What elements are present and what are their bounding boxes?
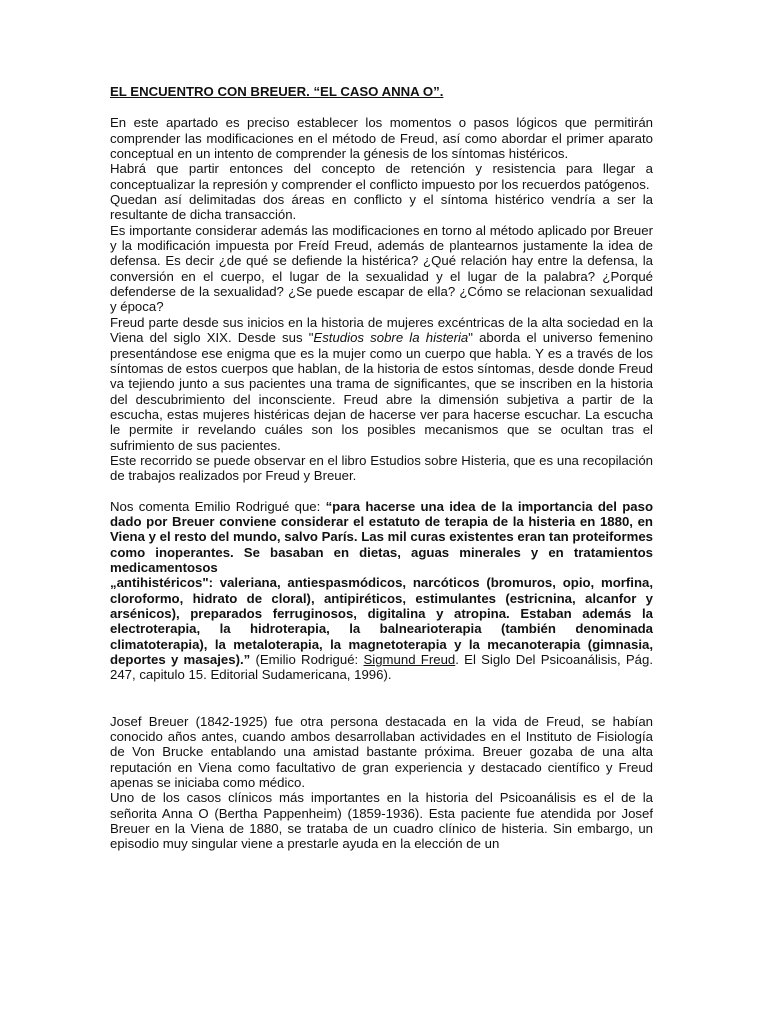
quote-block [110, 499, 653, 683]
section-breuer [110, 714, 653, 852]
book-title-italic: Estudios sobre la histeria [313, 330, 469, 346]
paragraph: Uno de los casos clínicos más importantes en la historia del Psicoanálisis es el de la señorita Anna O (Bertha Pappenheim) (1859-1936). Esta paciente fue atendida por Josef Breuer en la Viena de 1880, se trataba de un cuadro clínico de histeria. Sin embargo, un episodio muy singular viene a prestarle ayuda en la elección de un [110, 790, 653, 852]
quote-bold-text: „antihistéricos": valeriana, antiespasmódicos, narcóticos (bromuros, opio, morfina, cloroformo, hidrato de cloral), antipiréticos, estimulantes (estricnina, alcanfor y arsénicos), preparados ferruginosos, digitalina y atropina. Estaban además la electroterapia, la hidroterapia, la balnearioterapia (también denominada climatoterapia), la metaloterapia, la magnetoterapia y la mecanoterapia (gimnasia, deportes y masajes).” [110, 575, 653, 668]
document-title: EL ENCUENTRO CON BREUER. “EL CASO ANNA O”. [110, 84, 444, 99]
section-intro [110, 115, 653, 483]
quote-intro: Nos comenta Emilio Rodrigué que: [110, 498, 326, 514]
spacer [110, 683, 653, 714]
text-run: Freud parte desde sus inicios en la historia de mujeres excéntricas de la alta sociedad en la Viena del siglo XIX. Desde sus " [110, 314, 653, 346]
paragraph [110, 575, 653, 682]
paragraph: Este recorrido se puede observar en el libro Estudios sobre Histeria, que es una recopilación de trabajos realizados por Freud y Breuer. [110, 452, 653, 484]
quote-bold-text: “para hacerse una idea de la importancia del paso dado por Breuer conviene considerar el estatuto de terapia de la histeria en 1880, en Viena y el resto del mundo, salvo París. Las mil curas existentes eran tan proteiformes como inoperantes. Se basaban en dietas, aguas minerales y en tratamientos medicamentosos [110, 498, 653, 575]
document-body [110, 84, 653, 852]
spacer [110, 484, 653, 499]
paragraph: Es importante considerar además las modificaciones en torno al método aplicado por Breuer y la modificación impuesta por Freíd Freud, además de plantearnos justamente la idea de defensa. Es decir ¿de qué se defiende la histérica? ¿Qué relación hay entre la defensa, la conversión en el cuerpo, el lugar de la sexualidad y el lugar de la palabra? ¿Porqué defenderse de la sexualidad? ¿Se puede escapar de ella? ¿Cómo se relacionan sexualidad y época? [110, 222, 653, 315]
paragraph: Habrá que partir entonces del concepto de retención y resistencia para llegar a conceptualizar la represión y comprender el conflicto impuesto por los recuerdos patógenos. [110, 161, 653, 192]
spacer [110, 99, 653, 115]
paragraph: Josef Breuer (1842-1925) fue otra persona destacada en la vida de Freud, se habían conocido años antes, cuando ambos desarrollaban actividades en el Instituto de Fisiología de Von Brucke entablando una amistad bastante próxima. Breuer gozaba de una alta reputación en Viena como facultativo de gran experiencia y destacado científico y Freud apenas se iniciaba como médico. [110, 713, 653, 791]
citation-link[interactable]: Sigmund Freud [363, 652, 456, 668]
paragraph [110, 499, 653, 576]
citation-text: (Emilio Rodrigué: [250, 652, 364, 668]
paragraph: Quedan así delimitadas dos áreas en conflicto y el síntoma histérico vendría a ser la resultante de dicha transacción. [110, 192, 653, 223]
paragraph: En este apartado es preciso establecer los momentos o pasos lógicos que permitirán comprender las modificaciones en el método de Freud, así como abordar el primer aparato conceptual en un intento de comprender la génesis de los síntomas histéricos. [110, 115, 653, 162]
citation-text: . El Siglo Del Psicoanálisis, Pág. 247, capitulo 15. Editorial Sudamericana, 1996). [110, 652, 654, 683]
paragraph [110, 315, 653, 453]
text-run: " aborda el universo femenino presentándose ese enigma que es la mujer como un cuerpo que habla. Y es a través de los síntomas de estos cuerpos que hablan, de la historia de estos síntomas, desde donde Freud va tejiendo junto a sus pacientes una trama de significantes, que se inscriben en la historia del descubrimiento del inconsciente. Freud abre la dimensión subjetiva a partir de la escucha, estas mujeres histéricas dejan de hacerse ver para hacerse escuchar. La escucha le permite ir revelando cuáles son los posibles mecanismos que se ocultan tras el sufrimiento de sus pacientes. [110, 330, 653, 453]
